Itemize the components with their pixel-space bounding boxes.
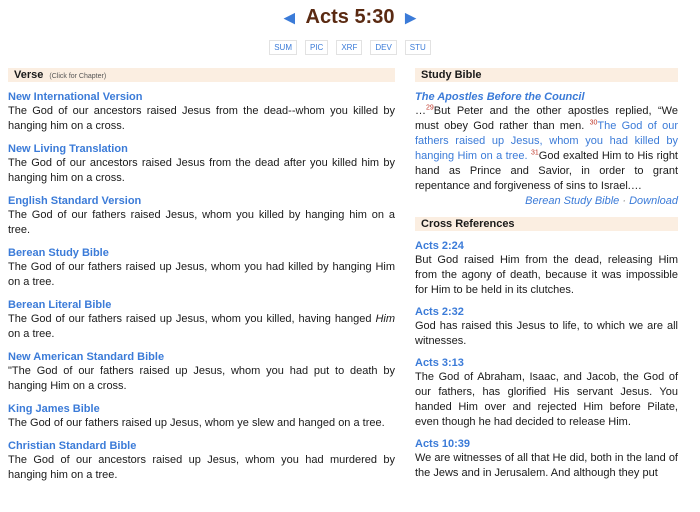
page-header bbox=[0, 6, 700, 29]
view-tabs bbox=[0, 40, 700, 55]
xref-text: We are witnesses of all that He did, both in the land of the Jews and in Jerusalem. And although they put bbox=[415, 452, 678, 479]
blb-text-italic: Him bbox=[375, 313, 395, 325]
version-name-blb[interactable]: Berean Literal Bible bbox=[8, 299, 112, 311]
footer-separator: · bbox=[622, 195, 627, 207]
xref-acts-2-24[interactable]: Acts 2:24 bbox=[415, 240, 464, 252]
verse-section-title: Verse bbox=[14, 69, 44, 81]
page-title: Acts 5:30 bbox=[305, 6, 395, 28]
version-name-kjv[interactable]: King James Bible bbox=[8, 403, 100, 415]
study-text-29: But Peter and the other apostles replied, “We must obey God rather than men. bbox=[415, 105, 678, 132]
version-name-nasb[interactable]: New American Standard Bible bbox=[8, 351, 165, 363]
xref-acts-3-13[interactable]: Acts 3:13 bbox=[415, 357, 464, 369]
version-text-bsb: The God of our fathers raised up Jesus, whom you had killed by hanging Him on a tree. bbox=[8, 261, 395, 288]
study-column bbox=[415, 68, 678, 481]
version-text-niv: The God of our ancestors raised Jesus from the dead--whom you killed by hanging him on a cross. bbox=[8, 105, 395, 132]
study-source-link[interactable]: Berean Study Bible bbox=[525, 195, 620, 207]
tab-xrf[interactable]: XRF bbox=[336, 40, 362, 55]
cross-references-header: Cross References bbox=[415, 217, 678, 231]
version-name-bsb[interactable]: Berean Study Bible bbox=[8, 247, 109, 259]
xref-text: God has raised this Jesus to life, to which we are all witnesses. bbox=[415, 320, 678, 347]
blb-text-end: on a tree. bbox=[8, 328, 55, 340]
blb-text-main: The God of our fathers raised up Jesus, whom you killed, having hanged bbox=[8, 313, 372, 325]
tab-stu[interactable]: STU bbox=[405, 40, 431, 55]
tab-sum[interactable]: SUM bbox=[269, 40, 297, 55]
verse-section-hint: (Click for Chapter) bbox=[49, 73, 107, 80]
version-text-kjv: The God of our fathers raised up Jesus, whom ye slew and hanged on a tree. bbox=[8, 417, 385, 429]
verse-section-header[interactable] bbox=[8, 68, 395, 82]
verse-number-31: 31 bbox=[531, 149, 539, 157]
prev-verse-icon[interactable]: ◀ bbox=[283, 9, 296, 27]
tab-dev[interactable]: DEV bbox=[370, 40, 396, 55]
xref-acts-10-39[interactable]: Acts 10:39 bbox=[415, 438, 471, 450]
version-text-nlt: The God of our ancestors raised Jesus from the dead after you killed him by hanging him on a cross. bbox=[8, 157, 395, 184]
xref-text: The God of Abraham, Isaac, and Jacob, the God of our fathers, has glorified His servant Jesus. You handed Him over and rejected Him before Pilate, even though he had decided to release Him. bbox=[415, 371, 678, 428]
verse-number-29: 29 bbox=[426, 104, 434, 112]
study-bible-footer bbox=[415, 194, 678, 209]
xref-acts-2-32[interactable]: Acts 2:32 bbox=[415, 306, 464, 318]
study-bible-text bbox=[415, 104, 678, 194]
version-text-blb bbox=[8, 312, 395, 342]
download-link[interactable]: Download bbox=[629, 195, 678, 207]
verse-column bbox=[8, 68, 395, 483]
version-name-nlt[interactable]: New Living Translation bbox=[8, 143, 128, 155]
verse-number-30: 30 bbox=[589, 119, 598, 127]
version-text-esv: The God of our fathers raised Jesus, whom you killed by hanging him on a tree. bbox=[8, 209, 395, 236]
version-name-esv[interactable]: English Standard Version bbox=[8, 195, 142, 207]
version-text-nasb: "The God of our fathers raised up Jesus, whom you had put to death by hanging Him on a cross. bbox=[8, 365, 395, 392]
study-text-31: God exalted Him to His right hand as Prince and Savior, in order to grant repentance and forgiveness of sins to Israel.… bbox=[415, 150, 678, 192]
study-bible-heading[interactable]: The Apostles Before the Council bbox=[415, 91, 585, 103]
next-verse-icon[interactable]: ▶ bbox=[404, 9, 417, 27]
version-name-niv[interactable]: New International Version bbox=[8, 91, 143, 103]
study-bible-header: Study Bible bbox=[415, 68, 678, 82]
version-text-csb: The God of our ancestors raised up Jesus, whom you had murdered by hanging him on a tree. bbox=[8, 454, 395, 481]
version-name-csb[interactable]: Christian Standard Bible bbox=[8, 440, 137, 452]
study-text-30: The God of our fathers raised up Jesus, whom you had killed by hanging Him on a tree. bbox=[415, 120, 678, 162]
xref-text: But God raised Him from the dead, releasing Him from the agony of death, because it was impossible for Him to be held in its clutches. bbox=[415, 254, 678, 296]
tab-pic[interactable]: PIC bbox=[305, 40, 328, 55]
study-lead: … bbox=[415, 105, 426, 117]
